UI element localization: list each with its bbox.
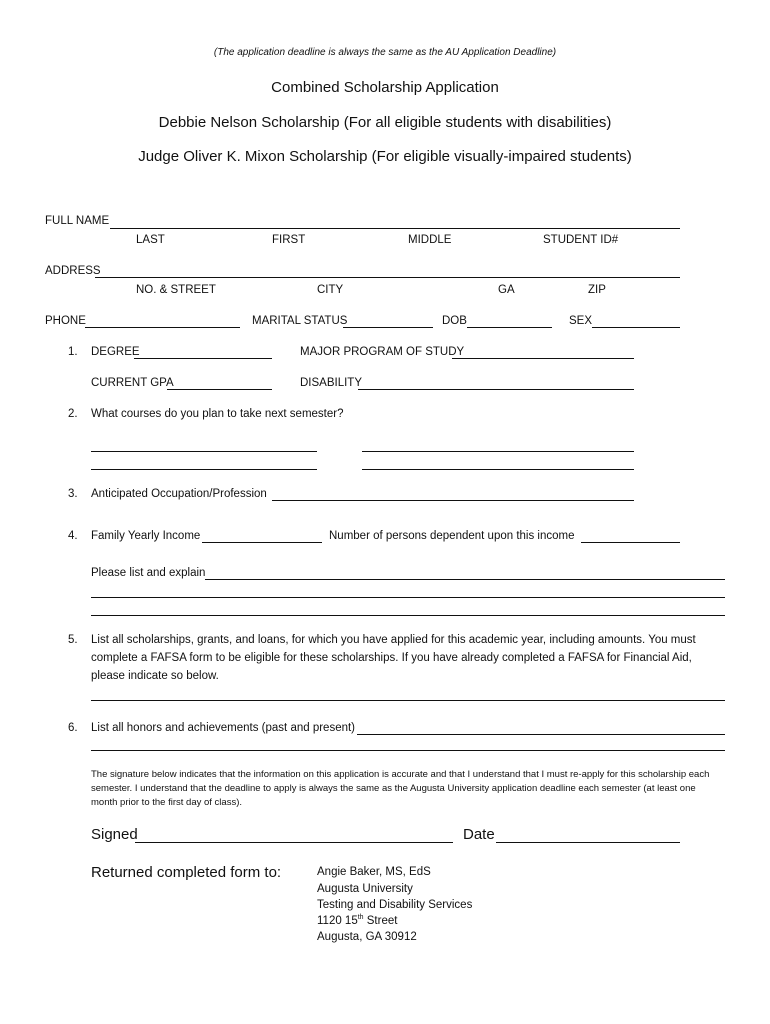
degree-label: DEGREE	[91, 346, 140, 358]
q2-text: What courses do you plan to take next semester?	[91, 408, 344, 420]
zip-label: ZIP	[588, 284, 606, 296]
address-city: Augusta, GA 30912	[317, 931, 417, 943]
gpa-line[interactable]	[167, 389, 272, 390]
street-number: 1120 15	[317, 915, 358, 927]
form-title: Combined Scholarship Application	[271, 79, 499, 96]
q5-text: List all scholarships, grants, and loans, for which you have applied for this academic year, including amounts. You must complete a FAFSA form to be eligible for these scholarships. If you have already completed a FAFSA for Financial Aid, please indicate so below.	[91, 634, 696, 682]
city-label: CITY	[317, 284, 344, 296]
explain-line-3[interactable]	[91, 615, 725, 616]
sex-line[interactable]	[592, 327, 680, 328]
major-line[interactable]	[452, 358, 634, 359]
street-label: NO. & STREET	[136, 284, 216, 296]
address-label: ADDRESS	[45, 265, 101, 277]
q1-number: 1.	[68, 346, 78, 358]
student-id-label: STUDENT ID#	[543, 234, 619, 246]
full-name-line[interactable]	[110, 228, 680, 229]
q3-number: 3.	[68, 488, 78, 500]
courses-line-2[interactable]	[362, 451, 634, 452]
street-suffix: th	[357, 914, 364, 922]
address-org: Augusta University	[317, 883, 413, 895]
q6-number: 6.	[68, 722, 78, 734]
gpa-label: CURRENT GPA	[91, 377, 174, 389]
last-label: LAST	[136, 234, 165, 246]
explain-line-2[interactable]	[91, 597, 725, 598]
signature-statement: The signature below indicates that the information on this application is accurate and that I understand that I must re-apply for this scholarship each semester. I understand that the deadline to apply is always the same as the Augusta University application deadline each semester (at least one month prior to the first day of class).	[91, 769, 710, 808]
phone-line[interactable]	[85, 327, 240, 328]
disability-label: DISABILITY	[300, 377, 362, 389]
address-dept: Testing and Disability Services	[317, 899, 473, 911]
courses-line-4[interactable]	[362, 469, 634, 470]
q5-number: 5.	[68, 634, 78, 646]
courses-line-1[interactable]	[91, 451, 317, 452]
family-income-label: Family Yearly Income	[91, 530, 201, 542]
first-label: FIRST	[272, 234, 306, 246]
q3-text: Anticipated Occupation/Profession	[91, 488, 267, 500]
degree-line[interactable]	[134, 358, 272, 359]
scholarship-2-title: Judge Oliver K. Mixon Scholarship (For eligible visually-impaired students)	[138, 148, 632, 165]
address-name: Angie Baker, MS, EdS	[317, 866, 431, 878]
explain-line-1[interactable]	[205, 579, 725, 580]
signed-label: Signed	[91, 826, 138, 843]
street-name: Street	[363, 915, 398, 927]
sex-label: SEX	[569, 315, 593, 327]
full-name-label: FULL NAME	[45, 215, 110, 227]
address-line[interactable]	[95, 277, 680, 278]
marital-status-label: MARITAL STATUS	[252, 315, 348, 327]
family-income-line[interactable]	[202, 542, 322, 543]
date-label: Date	[463, 826, 495, 843]
marital-status-line[interactable]	[343, 327, 433, 328]
major-label: MAJOR PROGRAM OF STUDY	[300, 346, 465, 358]
dependents-line[interactable]	[581, 542, 680, 543]
occupation-line[interactable]	[272, 500, 634, 501]
deadline-note: (The application deadline is always the same as the AU Application Deadline)	[213, 47, 557, 58]
q4-number: 4.	[68, 530, 78, 542]
address-street	[317, 915, 397, 927]
disability-line[interactable]	[358, 389, 634, 390]
dependents-label: Number of persons dependent upon this income	[329, 530, 575, 542]
scholarship-1-title: Debbie Nelson Scholarship (For all eligible students with disabilities)	[158, 114, 612, 131]
q6-text: List all honors and achievements (past and present)	[91, 722, 356, 734]
courses-line-3[interactable]	[91, 469, 317, 470]
q2-number: 2.	[68, 408, 78, 420]
honors-line-2[interactable]	[91, 750, 725, 751]
signature-line[interactable]	[135, 842, 453, 843]
dob-label: DOB	[442, 315, 467, 327]
return-label: Returned completed form to:	[91, 864, 282, 881]
list-explain-label: Please list and explain	[91, 567, 206, 579]
honors-line-1[interactable]	[357, 734, 725, 735]
phone-label: PHONE	[45, 315, 86, 327]
date-line[interactable]	[496, 842, 680, 843]
scholarships-line[interactable]	[91, 700, 725, 701]
state-label: GA	[498, 284, 515, 296]
middle-label: MIDDLE	[408, 234, 452, 246]
dob-line[interactable]	[467, 327, 552, 328]
